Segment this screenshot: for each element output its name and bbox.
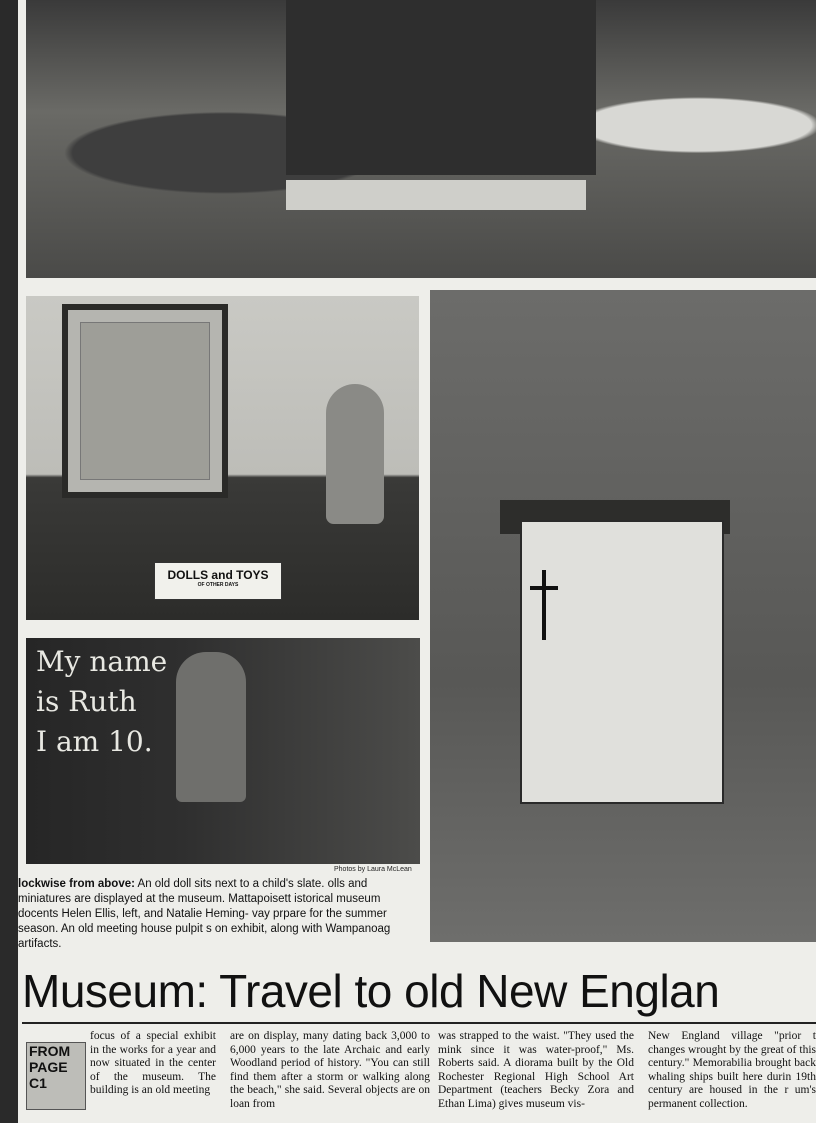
photo-caption	[18, 877, 422, 952]
caption-text: An old doll sits next to a child's slate. olls and miniatures are displayed at the museum. Mattapoisett istorical museum docents Helen Ellis, left, and Natalie Heming- vay prpare for the summer season. An old meeting house pulpit s on exhibit, along with Wampanoag artifacts.	[18, 878, 391, 950]
from-page-box	[26, 1042, 86, 1110]
doll-figure-slate	[176, 652, 246, 802]
pulpit-photo	[430, 290, 816, 942]
pulpit-box	[520, 520, 724, 804]
cross-bar	[530, 586, 558, 590]
framed-portrait	[62, 304, 228, 498]
slate-photo	[26, 638, 420, 864]
slate-text: My name is Ruth I am 10.	[36, 645, 168, 758]
newspaper-page	[18, 0, 816, 1123]
dolls-sign-subtitle: OF OTHER DAYS	[197, 582, 239, 588]
article-column-4: New England village "prior t changes wrought by the great of this century." Memorabilia brought back whaling ships built here durin 19th century are housed in the r um's permanent collection.	[648, 1030, 816, 1110]
doll-figure	[326, 384, 384, 524]
dolls-photo	[26, 296, 419, 620]
cross-icon	[542, 570, 546, 640]
article-column-2: are on display, many dating back 3,000 to 6,000 years to the late Archaic and early Woodland period of history. "You can still find them after a storm or walking along the beach," she said. Several objects are on loan from	[230, 1030, 430, 1110]
desk-shape	[286, 0, 596, 175]
photo-credit: Photos by Laura McLean	[334, 866, 412, 873]
article-column-1: focus of a special exhibit in the works for a year and now situated in the center of the museum. The building is an old meeting	[90, 1030, 216, 1096]
caption-lead: lockwise from above:	[18, 878, 135, 890]
rule-divider	[22, 1022, 816, 1024]
page-label: PAGE	[29, 1059, 68, 1075]
docents-photo	[26, 0, 816, 278]
page-number: C1	[29, 1075, 47, 1091]
headline: Museum: Travel to old New Englan	[22, 965, 720, 1017]
dolls-sign	[154, 562, 282, 600]
dolls-sign-title: DOLLS and TOYS	[167, 568, 269, 582]
table-shape	[286, 180, 586, 210]
from-label: FROM	[29, 1043, 71, 1059]
article-column-3: was strapped to the waist. "They used the mink since it was water-proof," Ms. Roberts said. A diorama built by the Old Rochester Regional High School Art Department (teachers Becky Zora and Ethan Lima) gives museum vis-	[438, 1030, 634, 1110]
